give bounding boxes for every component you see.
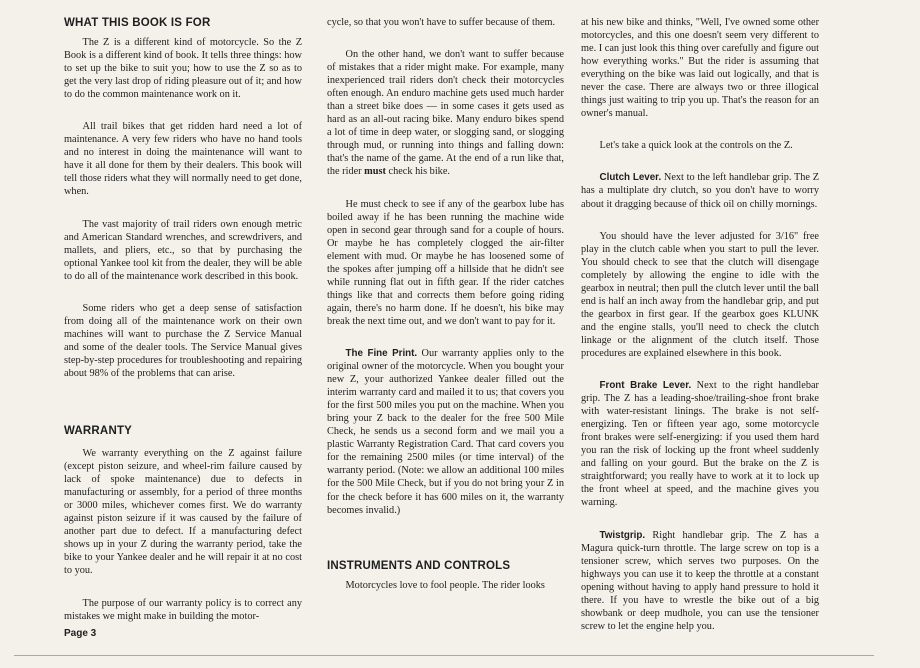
- paragraph-lead: The Fine Print.: [345, 347, 418, 359]
- middle-column: [327, 16, 564, 592]
- paragraph: Motorcycles love to fool people. The rider looks: [345, 579, 545, 591]
- paragraph-lead: Clutch Lever.: [599, 172, 662, 184]
- paragraph: All trail bikes that get ridden hard need a lot of maintenance. A very few riders who have no hand tools and no interest in doing the maintenance will want to have it all done for them by their dealers. This book will tell those riders what they will normally need to get done, when.: [64, 121, 302, 198]
- paragraph-lead: Twistgrip.: [599, 529, 646, 541]
- paragraph-text: Right handlebar grip. The Z has a Magura quick-turn throttle. The large screw on top is a tensioner screw, which serves two purposes. On the highways you can use it to keep the throttle at a constant opening without having to apply hand pressure to hold it there. If you have to wrestle the bike out of a big showbank or deep mudhole, you can use the tensioner screw to let the engine help you.: [581, 529, 820, 632]
- paragraph-lead: Front Brake Lever.: [599, 380, 692, 392]
- emphasis-must: must: [364, 166, 386, 178]
- paragraph-text: Our warranty applies only to the original owner of the motorcycle. When you bought your new Z, your authorized Yankee dealer filled out the interim warranty card and mailed it to us; that covers you for the first 500 miles you put on the machine. When you bring your Z back to the dealer for the free 500 Mile Check, he sends us a second form and we mail you a plastic Warranty Registration Card. That card covers you for the remaining 2500 miles (or time interval) of the warranty period. (Note: we allow an additional 100 miles for the 500 Mile Check, but if you do not bring your Z in for the check before it has 600 miles on it, the warranty becomes invalid.): [327, 347, 565, 516]
- section-heading-warranty: WARRANTY: [64, 425, 133, 438]
- paragraph: [327, 347, 564, 517]
- paragraph: The vast majority of trail riders own enough metric and American Standard wrenches, and screwdrivers, and mallets, and pliers, etc., so that by purchasing the optional Yankee tool kit from the dealer, they will be able to do all of the maintenance work described in this book.: [64, 218, 302, 282]
- paragraph: [581, 379, 819, 509]
- paragraph-text: On the other hand, we don't want to suffer because of mistakes that a rider might make. For example, many inexperienced trail riders don't check their motorcycles often enough. An enduro machine gets used much harder than a street bike does — in some cases it gets used as hard as an all-out racing bike. Many enduro bikes spend a lot of time in deep water, or slogging sand, or slogging through mud, or running into things and falling down: that's the name of the game. At the end of a run like that, the rider: [327, 49, 564, 178]
- paragraph: [327, 48, 564, 178]
- paragraph: He must check to see if any of the gearbox lube has boiled away if he has been running the machine wide open in second gear through sand for a couple of hours. Or maybe he has completely clogged the air-filter element with mud. Or maybe he has loosened some of the spokes after jumping off a hillside that he didn't see while running flat out in fifth gear. If the rider catches things like that and corrects them before going riding again, there's no harm done. If he doesn't, his bike may break the next time out, and we don't want to pay for it.: [327, 198, 564, 327]
- right-column: [581, 16, 819, 633]
- paragraph-text-end: check his bike.: [388, 166, 450, 178]
- paragraph-text: Next to the left handlebar grip. The Z has a multiplate dry clutch, so you don't have to worry about it dragging because of thick oil on chilly mornings.: [581, 172, 819, 210]
- paragraph: The purpose of our warranty policy is to correct any mistakes we might make in building the motor-: [64, 597, 302, 622]
- section-heading-what-this-book-is-for: WHAT THIS BOOK IS FOR: [64, 17, 211, 29]
- left-column: [64, 16, 302, 623]
- paragraph: cycle, so that you won't have to suffer because of them.: [327, 17, 556, 28]
- paragraph: The Z is a different kind of motorcycle. So the Z Book is a different kind of book. It tells three things: how to set up the bike to suit you; how to use the Z so as to get the very last drop of riding pleasure out of it; and how to do the common maintenance work on it.: [64, 37, 302, 101]
- section-heading-instruments-and-controls: INSTRUMENTS AND CONTROLS: [327, 559, 511, 572]
- paragraph: Some riders who get a deep sense of satisfaction from doing all of the maintenance work on their own machines will want to purchase the Z Service Manual and some of the dealer tools. The Service Manual gives step-by-step procedures for troubleshooting and repairing about 98% of the problems that can arise.: [64, 302, 302, 379]
- paragraph: [581, 529, 819, 633]
- paragraph: at his new bike and thinks, "Well, I've owned some other motorcycles, and this one doesn't seem very different to me. I can just look this thing over carefully and figure out how everything works." But the rider is assuming that everything on the bike was laid out logically, and that is never the case. There are always two or three illogical things just waiting to trip you up. That's the reason for an owner's manual.: [581, 17, 819, 120]
- page-number: Page 3: [64, 628, 97, 639]
- paragraph: Let's take a quick look at the controls on the Z.: [599, 140, 793, 152]
- paragraph-text: Next to the right handlebar grip. The Z has a leading-shoe/trailing-shoe front brake with water-resistant linings. The brake is not self-energizing. Ten or fifteen year ago, some motorcycle front brakes were self-energizing: if you used them hard you ran the risk of locking up the front wheel suddenly and falling on your gourd. But the brake on the Z is straightforward; you really have to work at it to lock up the front wheel at speed, and the machine gives you warning.: [581, 380, 819, 509]
- paragraph: We warranty everything on the Z against failure (except piston seizure, and wheel-rim failure caused by lack of spoke maintenance) due to defects in manufacturing or assembly, for a period of three months or 3000 miles, whichever comes first. We do warranty against piston seizure if it was caused by the failure of another part due to defect. If a manufacturing defect shows up in your Z during the warranty period, take the bike to your Yankee dealer and he will repair it at no cost to you.: [64, 448, 302, 577]
- paragraph: [581, 171, 819, 210]
- paragraph: You should have the lever adjusted for 3/16" free play in the clutch cable when you start to pull the lever. You should check to see that the clutch will disengage completely by allowing the engine to idle with the gearbox in neutral; then pull the clutch lever until the ball end is half an inch away from the handlebar grip, and put the gearbox in first gear. If the gearbox goes KLUNK and the engine stalls, you'll need to check the clutch linkage or the alignment of the clutch itself. Those procedures are explained elsewhere in this book.: [581, 230, 819, 359]
- page-bottom-rule: [14, 655, 874, 656]
